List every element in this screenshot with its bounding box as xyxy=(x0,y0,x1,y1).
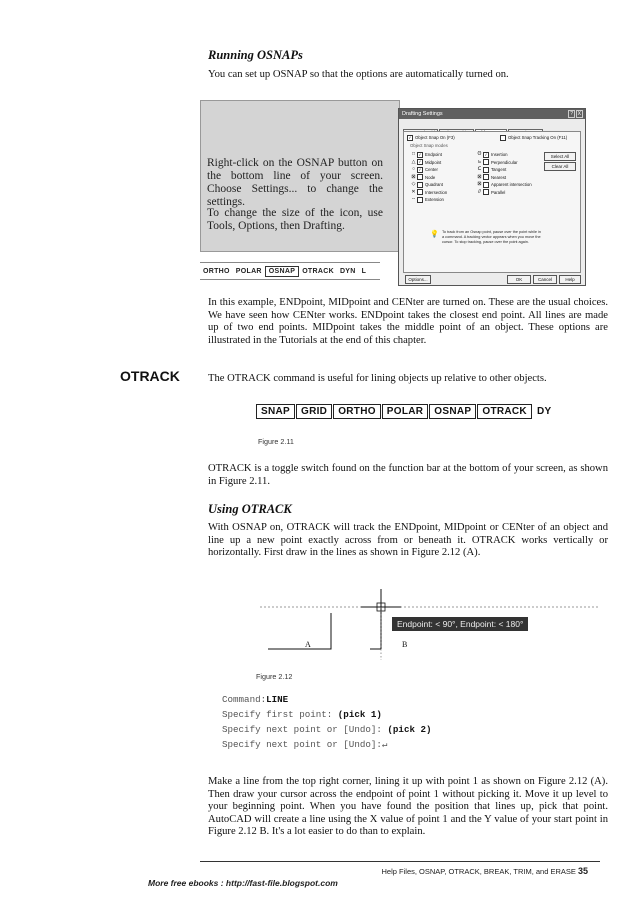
drafting-settings-dialog xyxy=(398,108,586,286)
select-all-button[interactable]: Select All xyxy=(544,152,576,161)
command-line-2: Specify first point: (pick 1) xyxy=(222,709,382,720)
right-modes-list xyxy=(476,151,532,196)
command-sequence xyxy=(222,692,432,752)
callout-text-2: To change the size of the icon, use Tools, Options, then Drafting. xyxy=(207,207,383,232)
osnap-mode-label: Tangent xyxy=(491,167,507,172)
clear-all-button[interactable]: Clear All xyxy=(544,162,576,171)
page-number: 35 xyxy=(577,866,588,876)
osnap-mode-icon: ✕ xyxy=(411,188,416,195)
osnap-mode-checkbox[interactable] xyxy=(483,159,489,165)
status-snap[interactable]: SNAP xyxy=(256,404,295,419)
osnap-mode-extension[interactable] xyxy=(410,196,447,204)
modes-label: Object Snap modes xyxy=(410,143,448,148)
osnap-mode-checkbox[interactable]: ✓ xyxy=(418,151,422,157)
status-bar-small xyxy=(200,262,380,280)
osnap-mode-label: Intersection xyxy=(425,189,448,195)
close-icon[interactable]: X xyxy=(577,111,581,117)
osnap-on-checkbox[interactable]: ✓ Object Snap On (F3) xyxy=(408,134,455,140)
osnap-mode-label: Quadrant xyxy=(425,182,443,187)
command-line-4: Specify next point or [Undo]:↵ xyxy=(222,739,388,750)
intro-paragraph: You can set up OSNAP so that the options are automatically turned on. xyxy=(208,69,509,80)
osnap-mode-checkbox[interactable] xyxy=(483,174,489,180)
osnap-mode-icon: □ xyxy=(411,151,416,157)
status-osnap[interactable]: OSNAP xyxy=(265,266,299,277)
status-osnap-large[interactable]: OSNAP xyxy=(429,404,476,419)
status-polar-large[interactable]: POLAR xyxy=(382,404,429,419)
figure-2-12-caption: Figure 2.12 xyxy=(256,672,293,681)
status-bar-large xyxy=(256,402,596,420)
osnap-mode-label: Midpoint xyxy=(425,159,442,165)
osnap-mode-checkbox[interactable]: ✓ xyxy=(418,159,422,165)
osnap-mode-label: Perpendicular xyxy=(491,159,518,165)
status-l[interactable]: L xyxy=(361,267,367,275)
otrack-tooltip: Endpoint: < 90°, Endpoint: < 180° xyxy=(392,617,528,631)
osnap-mode-icon: ь xyxy=(478,158,481,165)
object-snap-panel xyxy=(403,131,581,273)
line-a xyxy=(268,613,331,649)
footer xyxy=(382,866,588,876)
osnap-mode-parallel[interactable] xyxy=(476,189,532,197)
cancel-button[interactable]: Cancel xyxy=(533,275,557,284)
dialog-title-bar xyxy=(399,109,585,119)
osnap-mode-checkbox[interactable]: ✓ xyxy=(418,166,422,172)
command-line-1: Command:LINE xyxy=(222,694,289,705)
osnap-mode-checkbox[interactable] xyxy=(417,197,423,203)
osnap-mode-label: Extension xyxy=(425,197,444,202)
osnap-mode-label: Endpoint xyxy=(425,152,442,157)
osnap-mode-center[interactable] xyxy=(410,166,447,174)
ok-button[interactable]: OK xyxy=(507,275,531,284)
status-otrack[interactable]: OTRACK xyxy=(302,267,334,275)
osnap-mode-checkbox[interactable] xyxy=(417,174,423,180)
osnap-mode-icon: ⊠ xyxy=(477,181,482,187)
paragraph-using-otrack: With OSNAP on, OTRACK will track the ENDpoint, MIDpoint or CENter of an object and line up a new point exactly across from or beneath it. OTRACK works vertically or horizontally. First draw in the lines as shown in Figure 2.12 (A). xyxy=(208,522,608,559)
options-button[interactable]: Options... xyxy=(405,275,431,284)
help-button[interactable]: Help xyxy=(559,275,581,284)
status-grid[interactable]: GRID xyxy=(296,404,332,419)
command-line-3: Specify next point or [Undo]: (pick 2) xyxy=(222,724,432,735)
osnap-mode-label: Insertion xyxy=(491,152,508,157)
footer-rule xyxy=(200,861,600,862)
left-modes-list xyxy=(410,151,447,204)
paragraph-otrack-toggle: OTRACK is a toggle switch found on the function bar at the bottom of your screen, as shown in Figure 2.11. xyxy=(208,463,608,487)
osnap-mode-nearest[interactable] xyxy=(476,174,532,182)
osnap-mode-quadrant[interactable] xyxy=(410,181,447,189)
footer-text: Help Files, OSNAP, OTRACK, BREAK, TRIM, and ERASE xyxy=(381,867,576,876)
status-dyn[interactable]: DYN xyxy=(339,267,356,275)
osnap-mode-checkbox[interactable] xyxy=(483,182,489,188)
osnap-mode-node[interactable] xyxy=(410,174,447,182)
otrack-side-heading: OTRACK xyxy=(120,368,180,384)
osnap-mode-label: Apparent intersection xyxy=(491,182,532,187)
status-otrack-large[interactable]: OTRACK xyxy=(477,404,532,419)
osnap-mode-label: Nearest xyxy=(491,174,507,180)
osnap-mode-icon: ᑕ xyxy=(477,166,482,172)
osnap-mode-checkbox[interactable] xyxy=(417,182,423,188)
osnap-mode-icon: ◇ xyxy=(411,181,416,187)
osnap-mode-checkbox[interactable] xyxy=(483,167,489,173)
label-b: B xyxy=(402,640,408,649)
osnap-mode-endpoint[interactable] xyxy=(410,151,447,159)
osnap-mode-label: Parallel xyxy=(491,189,506,195)
osnap-mode-midpoint[interactable] xyxy=(410,159,447,167)
osnap-mode-tangent[interactable] xyxy=(476,166,532,174)
osnap-mode-insertion[interactable] xyxy=(476,151,532,159)
osnap-mode-apparent-intersection[interactable] xyxy=(476,181,532,189)
paragraph-osnap-example: In this example, ENDpoint, MIDpoint and CENter are turned on. These are the usual choices. We have seen how CENter works. ENDpoint takes the closest end point. All lines are made up of two end points. MIDpoint takes the middle point of an object. These options are illustrated in the Tutorials at the end of this chapter. xyxy=(208,297,608,346)
osnap-mode-intersection[interactable] xyxy=(410,189,447,197)
help-icon[interactable]: ? xyxy=(570,111,573,117)
status-ortho[interactable]: ORTHO xyxy=(203,267,230,275)
callout-panel xyxy=(200,100,400,252)
osnap-mode-icon: ○ xyxy=(411,166,416,172)
paragraph-make-line: Make a line from the top right corner, lining it up with point 1 as shown on Figure 2.12 (A). Then draw your cursor across the endpoint of point 1 without picking it. Move it up level to your beginning point. When you have found the position that lines up, pick that point. AutoCAD will create a line using the X value of point 1 and the Y value of your start point in Figure 2.12 B. It's a lot easier to do than to explain. xyxy=(208,776,608,838)
osnap-mode-label: Center xyxy=(425,167,438,172)
osnap-mode-icon: -- xyxy=(411,196,416,202)
watermark-link[interactable]: More free ebooks : http://fast-file.blogspot.com xyxy=(148,878,338,888)
section-heading-using-otrack: Using OTRACK xyxy=(208,502,292,516)
tracking-on-checkbox[interactable]: Object Snap Tracking On (F11) xyxy=(500,134,567,142)
osnap-mode-icon: △ xyxy=(411,158,416,165)
status-ortho-large[interactable]: ORTHO xyxy=(333,404,381,419)
callout-text-1: Right-click on the OSNAP button on the bottom line of your screen. Choose Settings... to change the settings. xyxy=(207,157,383,208)
osnap-mode-checkbox[interactable]: ✓ xyxy=(484,151,488,157)
dialog-title: Drafting Settings xyxy=(402,111,443,117)
osnap-mode-icon: ⊠ xyxy=(477,173,482,180)
status-polar[interactable]: POLAR xyxy=(235,267,262,275)
label-a: A xyxy=(305,640,311,649)
status-dy-large[interactable]: DY xyxy=(533,405,556,418)
osnap-mode-icon: ⊠ xyxy=(411,173,416,180)
osnap-mode-checkbox[interactable] xyxy=(417,189,423,195)
figure-2-11-caption: Figure 2.11 xyxy=(258,437,294,446)
osnap-mode-perpendicular[interactable] xyxy=(476,159,532,167)
osnap-mode-icon: // xyxy=(478,188,481,195)
osnap-mode-icon: ʘ xyxy=(477,151,482,157)
section-heading-running-osnaps: Running OSNAPs xyxy=(208,48,303,62)
osnap-mode-label: Node xyxy=(425,174,436,180)
tracking-tip: To track from an Osnap point, pause over the point while in a command. A tracking vector appears when you move the cursor. To stop tracking, pause over the point again. xyxy=(442,230,541,244)
otrack-intro: The OTRACK command is useful for lining objects up relative to other objects. xyxy=(208,373,547,384)
tip-bulb-icon: 💡 xyxy=(430,230,439,238)
osnap-mode-checkbox[interactable] xyxy=(483,189,489,195)
